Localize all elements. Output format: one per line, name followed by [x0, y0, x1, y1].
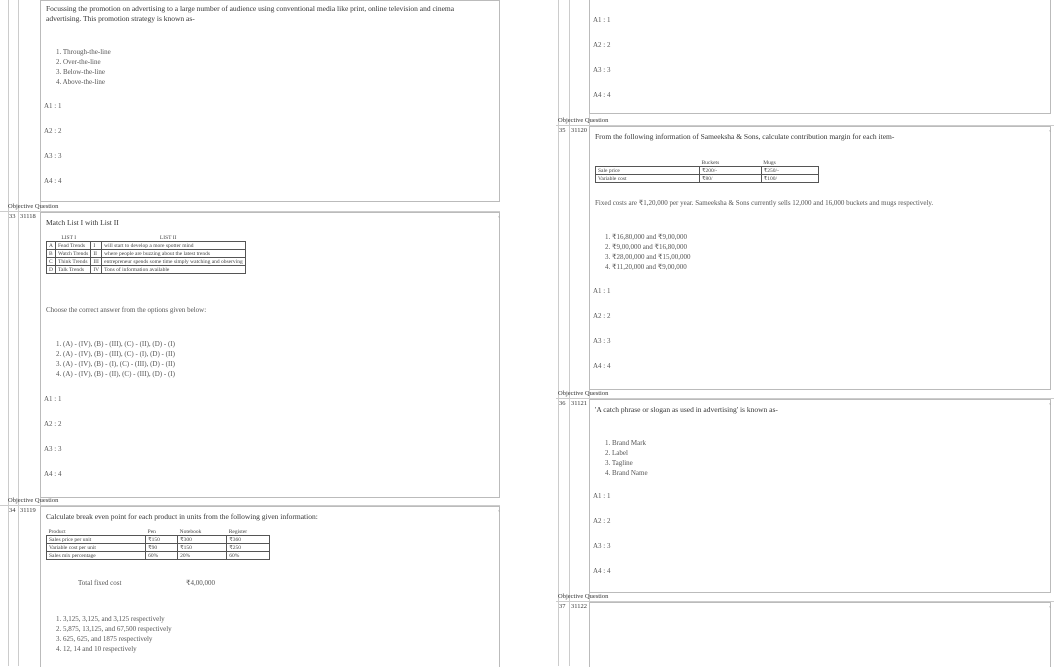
option-1[interactable]: 1. Through-the-line — [56, 48, 111, 56]
row-item: entrepreneur spends some time simply watching and observing — [102, 258, 246, 266]
answer-label: A4 : 4 — [593, 567, 611, 575]
answer-label: A3 : 3 — [593, 542, 611, 550]
question-panel-32 — [40, 0, 500, 202]
table-row — [596, 167, 819, 175]
answer-label: A3 : 3 — [44, 152, 62, 160]
row-key: D — [47, 266, 56, 274]
option-4[interactable]: 4. (A) - (IV), (B) - (II), (C) - (III), (D) - (I) — [56, 370, 175, 378]
gutter-line — [18, 0, 19, 666]
option-1[interactable]: 1. Brand Mark — [605, 439, 647, 447]
column-header: Pen — [146, 528, 178, 536]
expand-icon[interactable]: ‹ — [498, 214, 500, 220]
column-header: Register — [227, 528, 270, 536]
row-item: Tons of information available — [102, 266, 246, 274]
answer-label: A2 : 2 — [593, 312, 611, 320]
answer-label: A1 : 1 — [44, 395, 62, 403]
instruction: Choose the correct answer from the options given below: — [46, 306, 207, 314]
question-number: 36 — [559, 400, 566, 407]
cell: ₹360 — [227, 536, 270, 544]
expand-icon[interactable]: ‹ — [1049, 128, 1051, 134]
question-stem: 'A catch phrase or slogan as used in advertising' is known as- — [595, 405, 778, 414]
question-stem: Calculate break even point for each product in units from the following given information: — [46, 512, 318, 521]
cell: ₹150 — [146, 536, 178, 544]
cell: ₹200/- — [700, 167, 762, 175]
answer-label: A3 : 3 — [593, 66, 611, 74]
answer-label: A2 : 2 — [593, 517, 611, 525]
question-panel-34-continued — [589, 0, 1051, 114]
question-note: Fixed costs are ₹1,20,000 per year. Sameeksha & Sons currently sells 12,000 and 16,000 buckets and mugs respectively. — [595, 199, 934, 207]
list-2-header: LIST II — [91, 234, 246, 242]
gutter-line — [8, 0, 9, 666]
cell: ₹250/- — [761, 167, 818, 175]
section-label: Objective Question — [558, 117, 609, 124]
cell: ₹250 — [227, 544, 270, 552]
row-label: Variable cost — [596, 175, 700, 183]
answer-label: A2 : 2 — [593, 41, 611, 49]
option-2[interactable]: 2. ₹9,00,000 and ₹16,80,000 — [605, 243, 688, 251]
question-number: 35 — [559, 127, 566, 134]
cell: 20% — [178, 552, 227, 560]
row-item: Watch Trends — [56, 250, 91, 258]
answer-label: A4 : 4 — [44, 177, 62, 185]
question-number: 37 — [559, 603, 566, 610]
option-2[interactable]: 2. Over-the-line — [56, 58, 101, 66]
answer-label: A4 : 4 — [593, 362, 611, 370]
question-stem: Match List I with List II — [46, 218, 119, 227]
section-label: Objective Question — [558, 593, 609, 600]
question-number: 33 — [9, 213, 16, 220]
table-row — [47, 544, 270, 552]
expand-icon[interactable]: ‹ — [1049, 604, 1051, 610]
question-panel-36 — [589, 399, 1051, 593]
option-4[interactable]: 4. Brand Name — [605, 469, 648, 477]
fixed-cost-label: Total fixed cost — [78, 579, 122, 587]
cell: ₹300 — [178, 536, 227, 544]
answer-label: A3 : 3 — [44, 445, 62, 453]
table-row — [47, 552, 270, 560]
question-stem: advertising. This promotion strategy is known as- — [46, 14, 195, 23]
answer-label: A4 : 4 — [593, 91, 611, 99]
question-id: 31119 — [20, 507, 36, 514]
option-1[interactable]: 1. (A) - (IV), (B) - (III), (C) - (II), (D) - (I) — [56, 340, 175, 348]
row-item: will start to develop a more spotter mind — [102, 242, 246, 250]
column-header: Mugs — [761, 159, 818, 167]
option-3[interactable]: 3. (A) - (IV), (B) - (I), (C) - (III), (D) - (II) — [56, 360, 175, 368]
question-stem: From the following information of Sameeksha & Sons, calculate contribution margin for each item- — [595, 132, 895, 141]
gutter-line — [558, 0, 559, 666]
section-label: Objective Question — [8, 203, 59, 210]
cell: 60% — [146, 552, 178, 560]
column-header — [596, 159, 700, 167]
row-label: Sale price — [596, 167, 700, 175]
answer-label: A1 : 1 — [593, 16, 611, 24]
option-2[interactable]: 2. Label — [605, 449, 628, 457]
cell: ₹100/ — [761, 175, 818, 183]
option-4[interactable]: 4. ₹11,20,000 and ₹9,00,000 — [605, 263, 687, 271]
answer-label: A3 : 3 — [593, 337, 611, 345]
option-2[interactable]: 2. 5,875, 13,125, and 67,500 respectively — [56, 625, 172, 633]
question-id: 31118 — [20, 213, 36, 220]
question-id: 31122 — [571, 603, 588, 610]
option-3[interactable]: 3. ₹28,00,000 and ₹15,00,000 — [605, 253, 691, 261]
section-label: Objective Question — [8, 497, 59, 504]
fixed-cost-value: ₹4,00,000 — [186, 579, 215, 587]
row-key: C — [47, 258, 56, 266]
row-label: Sales mix percentage — [47, 552, 146, 560]
row-key: IV — [91, 266, 102, 274]
row-item: Think Trends — [56, 258, 91, 266]
row-label: Sales price per unit — [47, 536, 146, 544]
option-4[interactable]: 4. Above-the-line — [56, 78, 105, 86]
option-4[interactable]: 4. 12, 14 and 10 respectively — [56, 645, 137, 653]
expand-icon[interactable]: ‹ — [1049, 401, 1051, 407]
match-table — [46, 234, 246, 274]
question-panel-37 — [589, 602, 1051, 667]
gutter-line — [569, 0, 570, 666]
list-1-header: LIST I — [47, 234, 91, 242]
option-1[interactable]: 1. ₹16,80,000 and ₹9,00,000 — [605, 233, 688, 241]
row-key: III — [91, 258, 102, 266]
table-row — [47, 242, 246, 250]
expand-icon[interactable]: ‹ — [498, 508, 500, 514]
question-stem: Focussing the promotion on advertising to a large number of audience using conventional media like print, online television and cinema — [46, 4, 455, 13]
row-item: Talk Trends — [56, 266, 91, 274]
cell: ₹90 — [146, 544, 178, 552]
column-header: Product — [47, 528, 146, 536]
answer-label: A1 : 1 — [44, 102, 62, 110]
option-3[interactable]: 3. 625, 625, and 1875 respectively — [56, 635, 153, 643]
row-item: Fead Trends — [56, 242, 91, 250]
table-row — [47, 258, 246, 266]
row-label: Variable cost per unit — [47, 544, 146, 552]
answer-label: A2 : 2 — [44, 420, 62, 428]
table-row — [47, 266, 246, 274]
option-3[interactable]: 3. Tagline — [605, 459, 633, 467]
row-key: I — [91, 242, 102, 250]
column-header: Notebook — [178, 528, 227, 536]
answer-label: A1 : 1 — [593, 492, 611, 500]
question-number: 34 — [9, 507, 16, 514]
table-row — [47, 536, 270, 544]
option-2[interactable]: 2. (A) - (IV), (B) - (III), (C) - (I), (D) - (II) — [56, 350, 175, 358]
option-3[interactable]: 3. Below-the-line — [56, 68, 105, 76]
data-table — [595, 159, 819, 183]
data-table — [46, 528, 270, 560]
answer-label: A1 : 1 — [593, 287, 611, 295]
row-item: where people are buzzing about the latest trends — [102, 250, 246, 258]
section-label: Objective Question — [558, 390, 609, 397]
cell: ₹150 — [178, 544, 227, 552]
answer-label: A4 : 4 — [44, 470, 62, 478]
table-row — [47, 250, 246, 258]
option-1[interactable]: 1. 3,125, 3,125, and 3,125 respectively — [56, 615, 165, 623]
row-key: B — [47, 250, 56, 258]
cell: 60% — [227, 552, 270, 560]
cell: ₹80/ — [700, 175, 762, 183]
row-key: A — [47, 242, 56, 250]
question-id: 31121 — [571, 400, 588, 407]
column-header: Buckets — [700, 159, 762, 167]
row-key: II — [91, 250, 102, 258]
question-id: 31120 — [571, 127, 588, 134]
answer-label: A2 : 2 — [44, 127, 62, 135]
table-row — [596, 175, 819, 183]
